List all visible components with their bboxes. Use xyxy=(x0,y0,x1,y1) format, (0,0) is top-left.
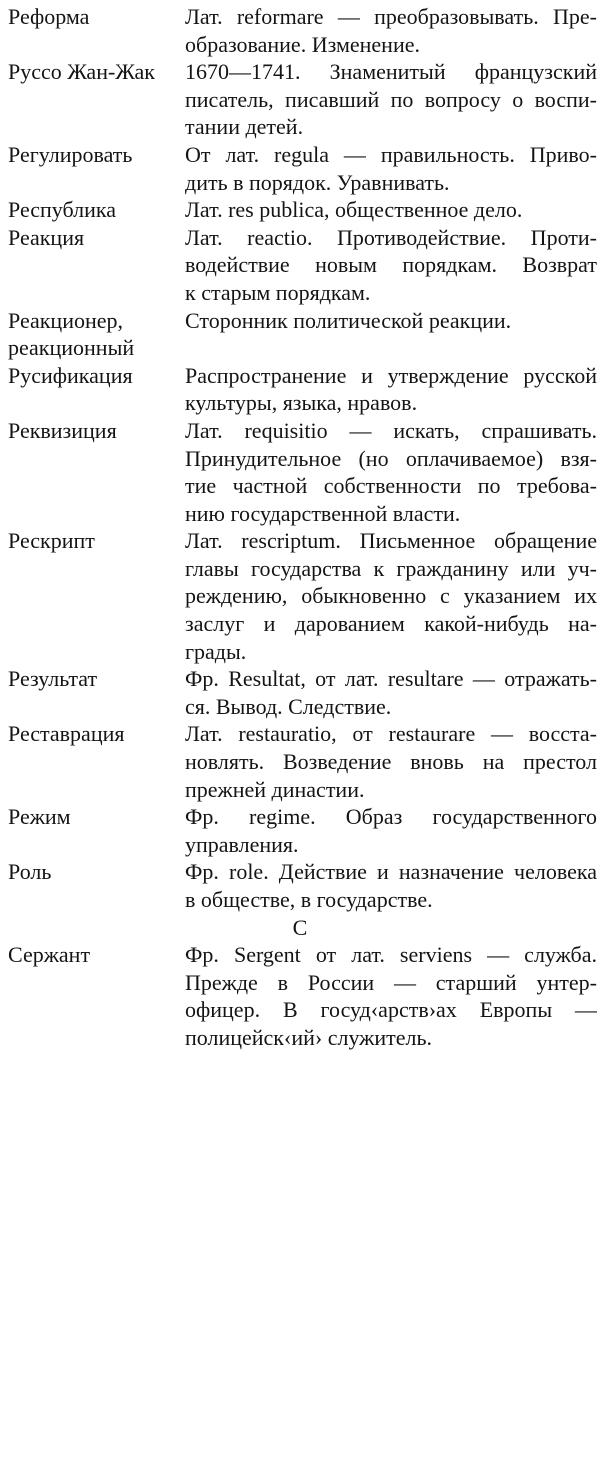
glossary-definition-line: Распространение и утверждение русской xyxy=(185,362,597,388)
glossary-term-line: Регулировать xyxy=(8,141,133,167)
glossary-definition-line: Лат. reactio. Противодействие. Проти- xyxy=(185,224,597,250)
glossary-definition-line: Фр. role. Действие и назначение человека xyxy=(185,859,597,885)
glossary-term xyxy=(8,362,185,417)
glossary-term xyxy=(8,665,185,720)
glossary-term xyxy=(8,941,185,1051)
glossary-entry xyxy=(0,58,600,141)
glossary-definition-line: прежней династии. xyxy=(185,776,365,802)
glossary-entry xyxy=(0,417,600,527)
glossary-definition xyxy=(185,196,597,224)
glossary-definition-line: новлять. Возведение вновь на престол xyxy=(185,749,597,775)
glossary-definition-line: тие частной собственности по требова- xyxy=(185,473,597,499)
glossary-definition-line: писатель, писавший по вопросу о воспи- xyxy=(185,86,597,112)
glossary-definition xyxy=(185,3,597,58)
glossary-definition-line: 1670—1741. Знаменитый французский xyxy=(185,59,597,85)
glossary-term xyxy=(8,720,185,803)
glossary-definition-line: От лат. regula — правильность. Приво- xyxy=(185,141,597,167)
glossary-term xyxy=(8,3,185,58)
glossary-definition xyxy=(185,720,597,803)
glossary-definition-line: к старым порядкам. xyxy=(185,279,371,305)
glossary-term xyxy=(8,527,185,665)
glossary-definition-line: тании детей. xyxy=(185,114,304,140)
glossary-entry xyxy=(0,858,600,913)
glossary-term-line: Реакционер, xyxy=(8,307,124,333)
glossary-term-line: Русификация xyxy=(8,362,133,388)
glossary-entry xyxy=(0,941,600,1051)
glossary-term-line: Реквизиция xyxy=(8,417,117,443)
glossary-term xyxy=(8,858,185,913)
glossary-definition-line: водействие новым порядкам. Возврат xyxy=(185,252,597,278)
glossary-definition xyxy=(185,858,597,913)
glossary-definition-line: грады. xyxy=(185,638,247,664)
glossary-definition-line: ся. Вывод. Следствие. xyxy=(185,693,392,719)
glossary-term-line: Реставрация xyxy=(8,721,125,747)
glossary-term-line: Результат xyxy=(8,666,98,692)
glossary-entry xyxy=(0,224,600,307)
glossary-term-line: Роль xyxy=(8,859,52,885)
glossary-definition-line: реждению, обыкновенно с указанием их xyxy=(185,583,597,609)
glossary-definition-line: в обществе, в государстве. xyxy=(185,887,433,912)
glossary-definition xyxy=(185,527,597,665)
glossary-definition xyxy=(185,58,597,141)
glossary-definition xyxy=(185,307,597,362)
glossary-term-line: Руссо Жан-Жак xyxy=(8,59,155,85)
glossary-term-line: Реакция xyxy=(8,224,85,250)
glossary-definition xyxy=(185,224,597,307)
glossary-definition xyxy=(185,141,597,196)
glossary-definition-line: Лат. res publica, общественное дело. xyxy=(185,197,523,223)
glossary-term xyxy=(8,307,185,362)
glossary-definition-line: Прежде в России — старший унтер- xyxy=(185,969,597,995)
glossary-term xyxy=(8,417,185,527)
glossary-definition xyxy=(185,941,597,1051)
glossary-term-line: Рескрипт xyxy=(8,528,95,554)
glossary-definition-line: офицер. В госуд‹арств›ах Европы — xyxy=(185,997,597,1023)
glossary-entry xyxy=(0,720,600,803)
glossary-entry xyxy=(0,141,600,196)
glossary-entry xyxy=(0,3,600,58)
glossary-term-line: Республика xyxy=(8,197,117,223)
glossary-entry xyxy=(0,196,600,224)
glossary-term xyxy=(8,141,185,196)
glossary-entry xyxy=(0,362,600,417)
glossary-term-line: реакционный xyxy=(8,335,135,361)
glossary-definition-line: Лат. restauratio, от restaurare — восста- xyxy=(185,721,597,747)
glossary-definition-line: Фр. Sergent от лат. serviens — служба. xyxy=(185,942,597,968)
glossary-definition-line: нию государственной власти. xyxy=(185,500,461,526)
glossary-definition xyxy=(185,803,597,858)
glossary-term xyxy=(8,58,185,141)
glossary-term xyxy=(8,803,185,858)
glossary-list xyxy=(0,3,600,1052)
glossary-entry xyxy=(0,527,600,665)
glossary-definition-line: Лат. reformare — преобразовывать. Пре- xyxy=(185,4,597,29)
glossary-term-line: Реформа xyxy=(8,4,90,29)
glossary-definition xyxy=(185,665,597,720)
glossary-entry xyxy=(0,665,600,720)
glossary-definition-line: дить в порядок. Уравнивать. xyxy=(185,169,450,195)
glossary-term-line: Режим xyxy=(8,804,71,830)
glossary-definition-line: культуры, языка, нравов. xyxy=(185,390,418,416)
glossary-definition-line: управления. xyxy=(185,831,299,857)
section-letter: С xyxy=(292,914,308,940)
glossary-definition-line: Лат. requisitio — искать, спрашивать. xyxy=(185,417,597,443)
glossary-term-line: Сержант xyxy=(8,942,91,968)
glossary-definition-line: Лат. rescriptum. Письменное обращение xyxy=(185,528,597,554)
glossary-entry xyxy=(0,803,600,858)
glossary-definition-line: полицейск‹ий› служитель. xyxy=(185,1024,433,1050)
glossary-definition-line: образование. Изменение. xyxy=(185,31,420,57)
glossary-definition-line: Принудительное (но оплачиваемое) взя- xyxy=(185,445,597,471)
glossary-definition-line: Фр. regime. Образ государственного xyxy=(185,804,597,830)
glossary-term xyxy=(8,224,185,307)
glossary-term xyxy=(8,196,185,224)
glossary-definition-line: заслуг и дарованием какой-нибудь на- xyxy=(185,611,597,637)
glossary-definition xyxy=(185,417,597,527)
glossary-definition-line: Фр. Resultat, от лат. resultare — отражать- xyxy=(185,666,597,692)
glossary-definition-line: главы государства к гражданину или уч- xyxy=(185,555,597,581)
glossary-entry xyxy=(0,307,600,362)
glossary-definition xyxy=(185,362,597,417)
glossary-definition-line: Сторонник политической реакции. xyxy=(185,307,512,333)
